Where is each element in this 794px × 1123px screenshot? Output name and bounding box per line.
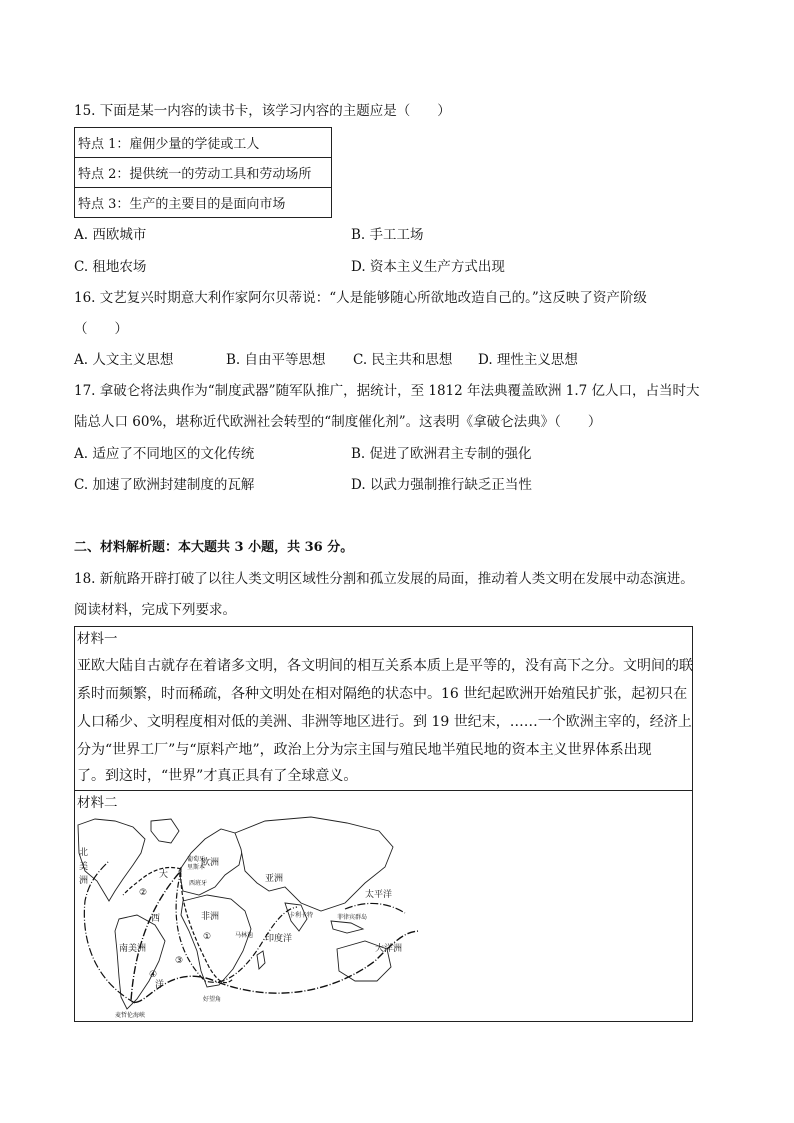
label-oceania: 大洋洲 [375, 944, 403, 954]
q16-option-c[interactable]: C. 民主共和思想 [353, 352, 453, 368]
label-cape: 好望角 [203, 996, 222, 1003]
section-heading: 二、材料解析题：本大题共 3 小题，共 36 分。 [74, 540, 354, 555]
label-mei: 美 [79, 862, 89, 872]
label-lisbon: 里斯本 [187, 864, 206, 871]
card-row-2: 特点 2：提供统一的劳动工具和劳动场所 [75, 158, 332, 188]
indonesia-shape [331, 921, 363, 933]
label-malindi: 马林迪 [235, 932, 254, 939]
route-label-3: ③ [175, 956, 184, 966]
label-pacific: 太平洋 [365, 890, 393, 900]
reading-card [74, 127, 332, 218]
route-label-1: ① [203, 932, 212, 942]
card-row-3: 特点 3：生产的主要目的是面向市场 [75, 188, 332, 218]
label-portugal: 葡萄牙 [187, 856, 206, 863]
material1-title: 材料一 [77, 631, 118, 647]
africa-shape [181, 895, 254, 987]
material2-title: 材料二 [77, 795, 118, 811]
q16-option-b[interactable]: B. 自由平等思想 [226, 352, 326, 368]
label-atlantic-3: 洋 [155, 980, 165, 990]
material1-box [74, 626, 693, 791]
label-spain: 西班牙 [189, 880, 208, 887]
label-africa: 非洲 [201, 912, 220, 922]
q15-option-d[interactable]: D. 资本主义生产方式出现 [351, 259, 505, 275]
q15-option-b[interactable]: B. 手工工场 [351, 227, 424, 243]
label-indian-ocean: 印度洋 [265, 934, 293, 944]
q18-stem-line2: 阅读材料，完成下列要求。 [74, 602, 236, 618]
q16-stem-line2: （ ） [74, 321, 128, 337]
q17-option-a[interactable]: A. 适应了不同地区的文化传统 [74, 446, 255, 462]
label-atlantic-1: 大 [159, 870, 169, 880]
route-philippines [345, 903, 405, 913]
q17-option-d[interactable]: D. 以武力强制推行缺乏正当性 [351, 477, 532, 493]
q17-stem-line2: 陆总人口 60%，堪称近代欧洲社会转型的“制度催化剂”。这表明《拿破仑法典》（ ） [74, 414, 602, 430]
label-north: 北 [79, 848, 89, 858]
greenland-shape [151, 819, 179, 843]
material1-line-4: 分为“世界工厂”与“原料产地”，政治上分为宗主国与殖民地半殖民地的资本主义世界体系出现 [77, 742, 652, 758]
label-atlantic-2: 西 [151, 914, 161, 924]
q15-stem: 15. 下面是某一内容的读书卡，该学习内容的主题应是（ ） [74, 103, 451, 119]
material1-line-2: 系时而频繁，时而稀疏，各种文明处在相对隔绝的状态中。16 世纪起欧洲开始殖民扩张，起初只在 [77, 686, 688, 702]
q17-option-b[interactable]: B. 促进了欧洲君主专制的强化 [351, 446, 532, 462]
label-calicut: 卡利卡特 [289, 912, 314, 919]
madagascar-shape [257, 951, 265, 969]
material2-box [74, 790, 693, 1022]
material1-line-3: 人口稀少、文明程度相对低的美洲、非洲等地区进行。到 19 世纪末，……一个欧洲主宰的，经济上 [77, 714, 692, 730]
label-south-america: 南美洲 [119, 944, 147, 954]
q15-option-c[interactable]: C. 租地农场 [74, 259, 147, 275]
route-label-4: ④ [149, 970, 158, 980]
q15-option-a[interactable]: A. 西欧城市 [74, 227, 147, 243]
label-magellan-strait: 麦哲伦海峡 [115, 1012, 146, 1019]
label-philippines: 菲律宾群岛 [337, 914, 368, 921]
label-zhou: 洲 [79, 876, 89, 886]
q16-option-d[interactable]: D. 理性主义思想 [478, 352, 578, 368]
material1-line-1: 亚欧大陆自古就存在着诸多文明，各文明间的相互关系本质上是平等的，没有高下之分。文明间的联 [77, 658, 693, 674]
world-map-new-sea-routes [75, 791, 692, 1021]
q16-option-a[interactable]: A. 人文主义思想 [74, 352, 174, 368]
q16-stem-line1: 16. 文艺复兴时期意大利作家阿尔贝蒂说：“人是能够随心所欲地改造自己的。”这反映了资产阶级 [74, 290, 647, 306]
q17-stem-line1: 17. 拿破仑将法典作为“制度武器”随军队推广，据统计，至 1812 年法典覆盖欧洲 1.7 亿人口，占当时大 [74, 383, 700, 399]
q18-stem-line1: 18. 新航路开辟打破了以往人类文明区域性分割和孤立发展的局面，推动着人类文明在发展中动态演进。 [74, 571, 694, 587]
label-europe: 欧洲 [201, 858, 220, 868]
q17-option-c[interactable]: C. 加速了欧洲封建制度的瓦解 [74, 477, 255, 493]
label-asia: 亚洲 [265, 874, 284, 884]
material1-line-5: 了。到这时，“世界”才真正具有了全球意义。 [77, 768, 358, 784]
route-label-2: ② [139, 888, 148, 898]
card-row-1: 特点 1：雇佣少量的学徒或工人 [75, 128, 332, 158]
